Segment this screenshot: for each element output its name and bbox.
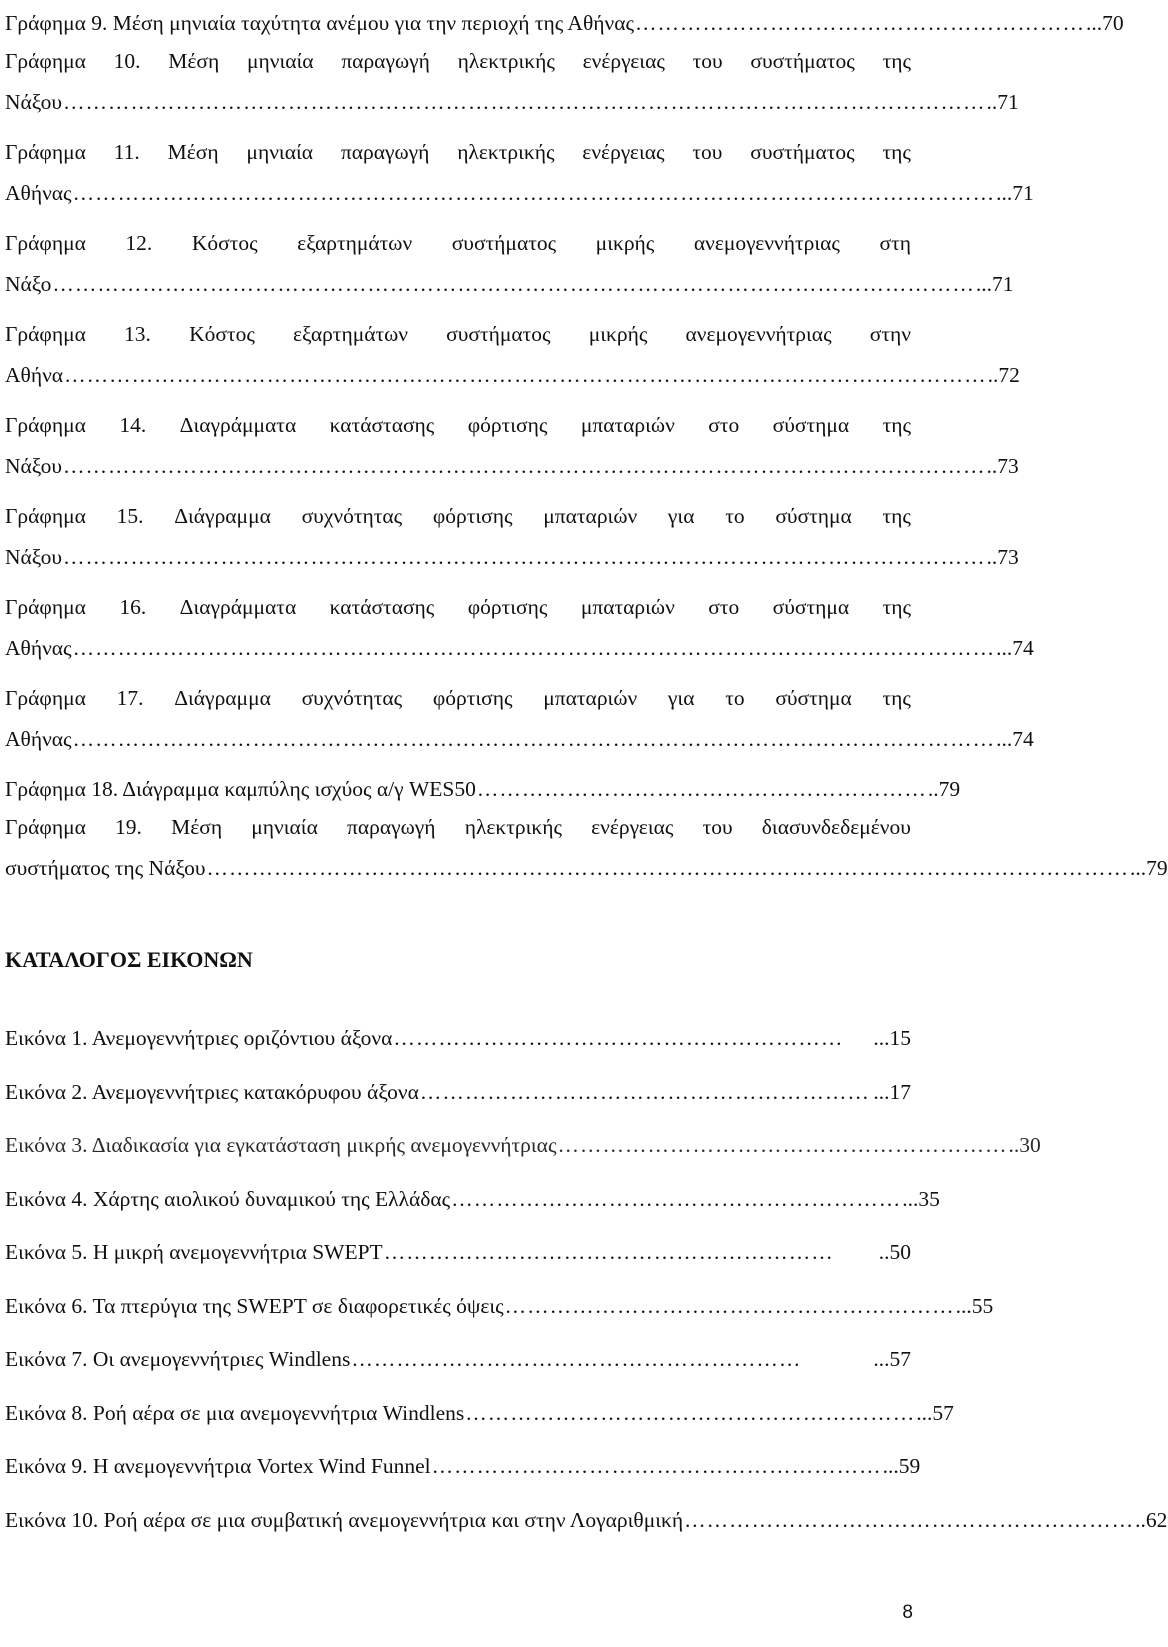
toc-entry-word: Διαγράμματα: [179, 413, 297, 437]
toc-entry-word: Γράφημα: [5, 140, 86, 164]
toc-entry-text: Νάξο: [5, 272, 52, 296]
toc-entry-text: Νάξου: [5, 545, 62, 569]
page-number: 8: [902, 1602, 913, 1623]
toc-entry: [5, 1440, 921, 1494]
dot-leader: ……………………………………………………: [351, 1347, 802, 1371]
toc-entry-word: συχνότητας: [301, 504, 403, 528]
toc-entry-word: μηνιαία: [246, 49, 314, 73]
toc-entry-word: σύστημα: [772, 595, 850, 619]
toc-entry: [5, 766, 961, 804]
toc-entry-word: 16.: [119, 595, 147, 619]
toc-entry-word: ενέργειας: [582, 49, 665, 73]
toc-entry-word: της: [882, 140, 911, 164]
dot-leader: ……………………………………………………: [557, 1133, 1008, 1157]
toc-page-number: ..62: [1135, 1507, 1168, 1532]
toc-entry-text: συστήματος της Νάξου: [5, 856, 206, 880]
toc-entry-word: Γράφημα: [5, 595, 86, 619]
toc-entry-word: μηνιαία: [246, 140, 314, 164]
toc-page-number: ...79: [1130, 856, 1168, 880]
dot-leader: ……………………………………………………………………………………………………………: [62, 454, 986, 478]
toc-entry: [5, 311, 1020, 402]
toc-entry-word: σύστημα: [775, 504, 852, 528]
toc-page-number: ...17: [873, 1079, 911, 1104]
toc-entry-word: ανεμογεννήτριας: [685, 322, 832, 346]
toc-entry-text: Νάξου: [5, 454, 62, 478]
toc-entry-word: συστήματος: [750, 140, 855, 164]
toc-entry-word: ενέργειας: [582, 140, 665, 164]
toc-entry: [5, 1280, 994, 1334]
toc-entry: [5, 1333, 911, 1387]
toc-page-number: ...57: [873, 1347, 911, 1371]
toc-entry-word: εξαρτημάτων: [297, 231, 413, 255]
toc-entry-word: της: [882, 595, 911, 619]
dot-leader: ……………………………………………………………………………………………………………: [62, 545, 986, 569]
toc-page-number: ...74: [996, 636, 1034, 660]
toc-entry-word: Διάγραμμα: [174, 686, 271, 710]
toc-entry-word: της: [882, 686, 911, 710]
toc-entry-word: παραγωγή: [340, 140, 430, 164]
toc-entry-word: μπαταριών: [580, 413, 675, 437]
toc-entry-word: 19.: [115, 815, 142, 839]
toc-entry-word: στο: [708, 595, 740, 619]
toc-entry-word: του: [692, 140, 723, 164]
dot-leader: ……………………………………………………………………………………………………………: [72, 727, 996, 751]
toc-entry-word: Γράφημα: [5, 686, 86, 710]
toc-entry-word: Κόστος: [191, 231, 258, 255]
toc-entry-word: του: [702, 815, 733, 839]
toc-entry-word: φόρτισης: [432, 504, 513, 528]
toc-entry: [5, 1387, 954, 1441]
toc-entry-word: 14.: [119, 413, 147, 437]
toc-entry-text: Αθήνας: [5, 181, 72, 205]
toc-entry-word: Γράφημα: [5, 815, 86, 839]
dot-leader: ……………………………………………………: [393, 1026, 844, 1050]
toc-page-number: ...59: [882, 1454, 921, 1478]
dot-leader: ……………………………………………………: [419, 1079, 870, 1104]
toc-entry-word: Μέση: [167, 140, 219, 164]
toc-entry-word: Γράφημα: [5, 322, 86, 346]
dot-leader: ……………………………………………………: [504, 1293, 955, 1318]
toc-entry: [5, 1494, 1168, 1548]
images-list-heading: ΚΑΤΑΛΟΓΟΣ ΕΙΚΟΝΩΝ: [5, 947, 253, 972]
toc-entry-text: Εικόνα 6. Τα πτερύγια της SWEPT σε διαφορετικές όψεις: [5, 1293, 504, 1318]
toc-page-number: ...74: [996, 727, 1034, 751]
toc-entry-word: 13.: [124, 322, 151, 346]
toc-entry-word: μπαταριών: [543, 686, 638, 710]
toc-page-number: ..73: [986, 454, 1019, 478]
dot-leader: ……………………………………………………………………………………………………………: [64, 363, 987, 387]
toc-entry-word: 10.: [113, 49, 141, 73]
toc-page-number: ..50: [878, 1240, 911, 1264]
toc-entry: [5, 675, 1034, 766]
toc-entry: [5, 493, 1019, 584]
dot-leader: ……………………………………………………: [451, 1186, 902, 1211]
dot-leader: ……………………………………………………………………………………………………………: [206, 856, 1130, 880]
toc-entry: [5, 402, 1019, 493]
toc-page-number: ..79: [927, 777, 961, 801]
dot-leader: ……………………………………………………: [476, 777, 927, 801]
toc-entry-word: Γράφημα: [5, 504, 86, 528]
toc-entry-text: Αθήνα: [5, 363, 64, 387]
toc-entry: [5, 0, 1124, 38]
toc-entry-text: Εικόνα 8. Ροή αέρα σε μια ανεμογεννήτρια Windlens: [5, 1400, 465, 1425]
toc-entry-word: στην: [869, 322, 911, 346]
toc-entry-word: φόρτισης: [467, 413, 548, 437]
toc-entry-word: Διάγραμμα: [174, 504, 271, 528]
toc-entry-word: Διαγράμματα: [179, 595, 297, 619]
dot-leader: ……………………………………………………: [465, 1400, 916, 1425]
dot-leader: ……………………………………………………: [684, 1507, 1135, 1532]
dot-leader: ……………………………………………………………………………………………………………: [62, 90, 986, 114]
toc-entry-word: παραγωγή: [347, 815, 436, 839]
toc-entry-word: εξαρτημάτων: [293, 322, 408, 346]
images-list: [5, 1012, 1168, 1547]
toc-entry-word: Γράφημα: [5, 49, 86, 73]
toc-entry: [5, 804, 1168, 895]
dot-leader: ……………………………………………………: [383, 1240, 834, 1264]
figures-list: [5, 0, 1168, 895]
toc-entry-word: Μέση: [171, 815, 223, 839]
toc-entry-text: Νάξου: [5, 90, 62, 114]
toc-entry-word: 12.: [125, 231, 153, 255]
toc-entry: [5, 1012, 911, 1066]
dot-leader: ……………………………………………………………………………………………………………: [52, 272, 975, 296]
toc-entry-word: συστήματος: [446, 322, 551, 346]
toc-entry: [5, 38, 1019, 129]
dot-leader: ……………………………………………………: [431, 1454, 882, 1478]
toc-entry: [5, 129, 1034, 220]
toc-entry-word: ηλεκτρικής: [464, 815, 562, 839]
toc-entry-word: φόρτισης: [467, 595, 548, 619]
toc-entry-text: Αθήνας: [5, 636, 72, 660]
dot-leader: ……………………………………………………: [635, 11, 1085, 35]
toc-entry-word: 17.: [116, 686, 144, 710]
toc-entry-word: ηλεκτρικής: [457, 140, 555, 164]
toc-entry: [5, 1119, 1041, 1173]
toc-entry-word: της: [882, 49, 911, 73]
toc-entry-text: Γράφημα 9. Μέση μηνιαία ταχύτητα ανέμου για την περιοχή της Αθήνας: [5, 11, 634, 35]
toc-entry-word: ανεμογεννήτριας: [693, 231, 840, 255]
toc-page-number: ...35: [902, 1186, 940, 1211]
toc-entry-word: για: [667, 504, 695, 528]
toc-page-number: ...57: [916, 1400, 954, 1425]
toc-entry-word: στη: [879, 231, 911, 255]
toc-entry: [5, 1066, 911, 1120]
toc-entry-text: Εικόνα 7. Οι ανεμογεννήτριες Windlens: [5, 1347, 351, 1371]
toc-entry-word: 11.: [113, 140, 140, 164]
toc-entry-word: στο: [708, 413, 740, 437]
toc-entry-text: Εικόνα 1. Ανεμογεννήτριες οριζόντιου άξονα: [5, 1026, 393, 1050]
toc-entry-text: Εικόνα 2. Ανεμογεννήτριες κατακόρυφου άξονα: [5, 1079, 419, 1104]
toc-entry-text: Εικόνα 3. Διαδικασία για εγκατάσταση μικρής ανεμογεννήτριας: [5, 1133, 557, 1157]
toc-page-number: ...71: [975, 272, 1014, 296]
toc-entry-text: Αθήνας: [5, 727, 72, 751]
toc-page-number: ..73: [986, 545, 1019, 569]
toc-page-number: ..71: [986, 90, 1019, 114]
toc-entry-word: Γράφημα: [5, 231, 86, 255]
toc-entry-word: του: [692, 49, 723, 73]
toc-entry-word: διασυνδεδεμένου: [761, 815, 911, 839]
toc-entry-word: μπαταριών: [543, 504, 638, 528]
toc-entry-word: μικρής: [595, 231, 655, 255]
toc-entry-text: Εικόνα 5. Η μικρή ανεμογεννήτρια SWEPT: [5, 1240, 383, 1264]
toc-entry-word: κατάστασης: [329, 595, 435, 619]
toc-entry-word: της: [882, 413, 911, 437]
toc-page-number: ...70: [1086, 11, 1124, 35]
toc-entry: [5, 220, 1014, 311]
toc-entry-word: συστήματος: [750, 49, 855, 73]
toc-entry-word: το: [725, 686, 745, 710]
toc-entry-word: συστήματος: [451, 231, 557, 255]
toc-entry-word: μικρής: [588, 322, 648, 346]
toc-entry-word: κατάστασης: [329, 413, 435, 437]
toc-entry-text: Γράφημα 18. Διάγραμμα καμπύλης ισχύος α/γ WES50: [5, 777, 476, 801]
toc-entry-word: το: [725, 504, 745, 528]
toc-page-number: ...15: [873, 1026, 911, 1050]
toc-entry-word: σύστημα: [772, 413, 850, 437]
toc-entry-word: της: [882, 504, 911, 528]
toc-entry-word: 15.: [116, 504, 144, 528]
toc-entry-word: Μέση: [168, 49, 220, 73]
toc-entry-word: σύστημα: [775, 686, 852, 710]
toc-page-number: ...55: [955, 1293, 994, 1318]
toc-entry: [5, 1173, 940, 1227]
toc-entry-word: Γράφημα: [5, 413, 86, 437]
toc-entry-word: φόρτισης: [432, 686, 513, 710]
toc-entry-word: για: [667, 686, 695, 710]
dot-leader: ……………………………………………………………………………………………………………: [72, 636, 996, 660]
toc-page-number: ..30: [1008, 1133, 1041, 1157]
document-page: [5, 0, 1168, 1547]
toc-entry-word: μπαταριών: [580, 595, 675, 619]
toc-entry-word: μηνιαία: [251, 815, 318, 839]
toc-page-number: ...71: [996, 181, 1034, 205]
toc-entry-text: Εικόνα 4. Χάρτης αιολικού δυναμικού της Ελλάδας: [5, 1186, 451, 1211]
toc-entry: [5, 584, 1034, 675]
toc-entry-text: Εικόνα 10. Ροή αέρα σε μια συμβατική ανεμογεννήτρια και στην Λογαριθμική: [5, 1507, 684, 1532]
toc-entry-text: Εικόνα 9. Η ανεμογεννήτρια Vortex Wind Funnel: [5, 1454, 431, 1478]
toc-entry-word: παραγωγή: [341, 49, 430, 73]
toc-entry-word: συχνότητας: [301, 686, 403, 710]
dot-leader: ……………………………………………………………………………………………………………: [72, 181, 996, 205]
toc-page-number: ..72: [987, 363, 1020, 387]
toc-entry-word: ηλεκτρικής: [457, 49, 555, 73]
toc-entry-word: Κόστος: [189, 322, 255, 346]
toc-entry: [5, 1226, 911, 1280]
toc-entry-word: ενέργειας: [591, 815, 674, 839]
